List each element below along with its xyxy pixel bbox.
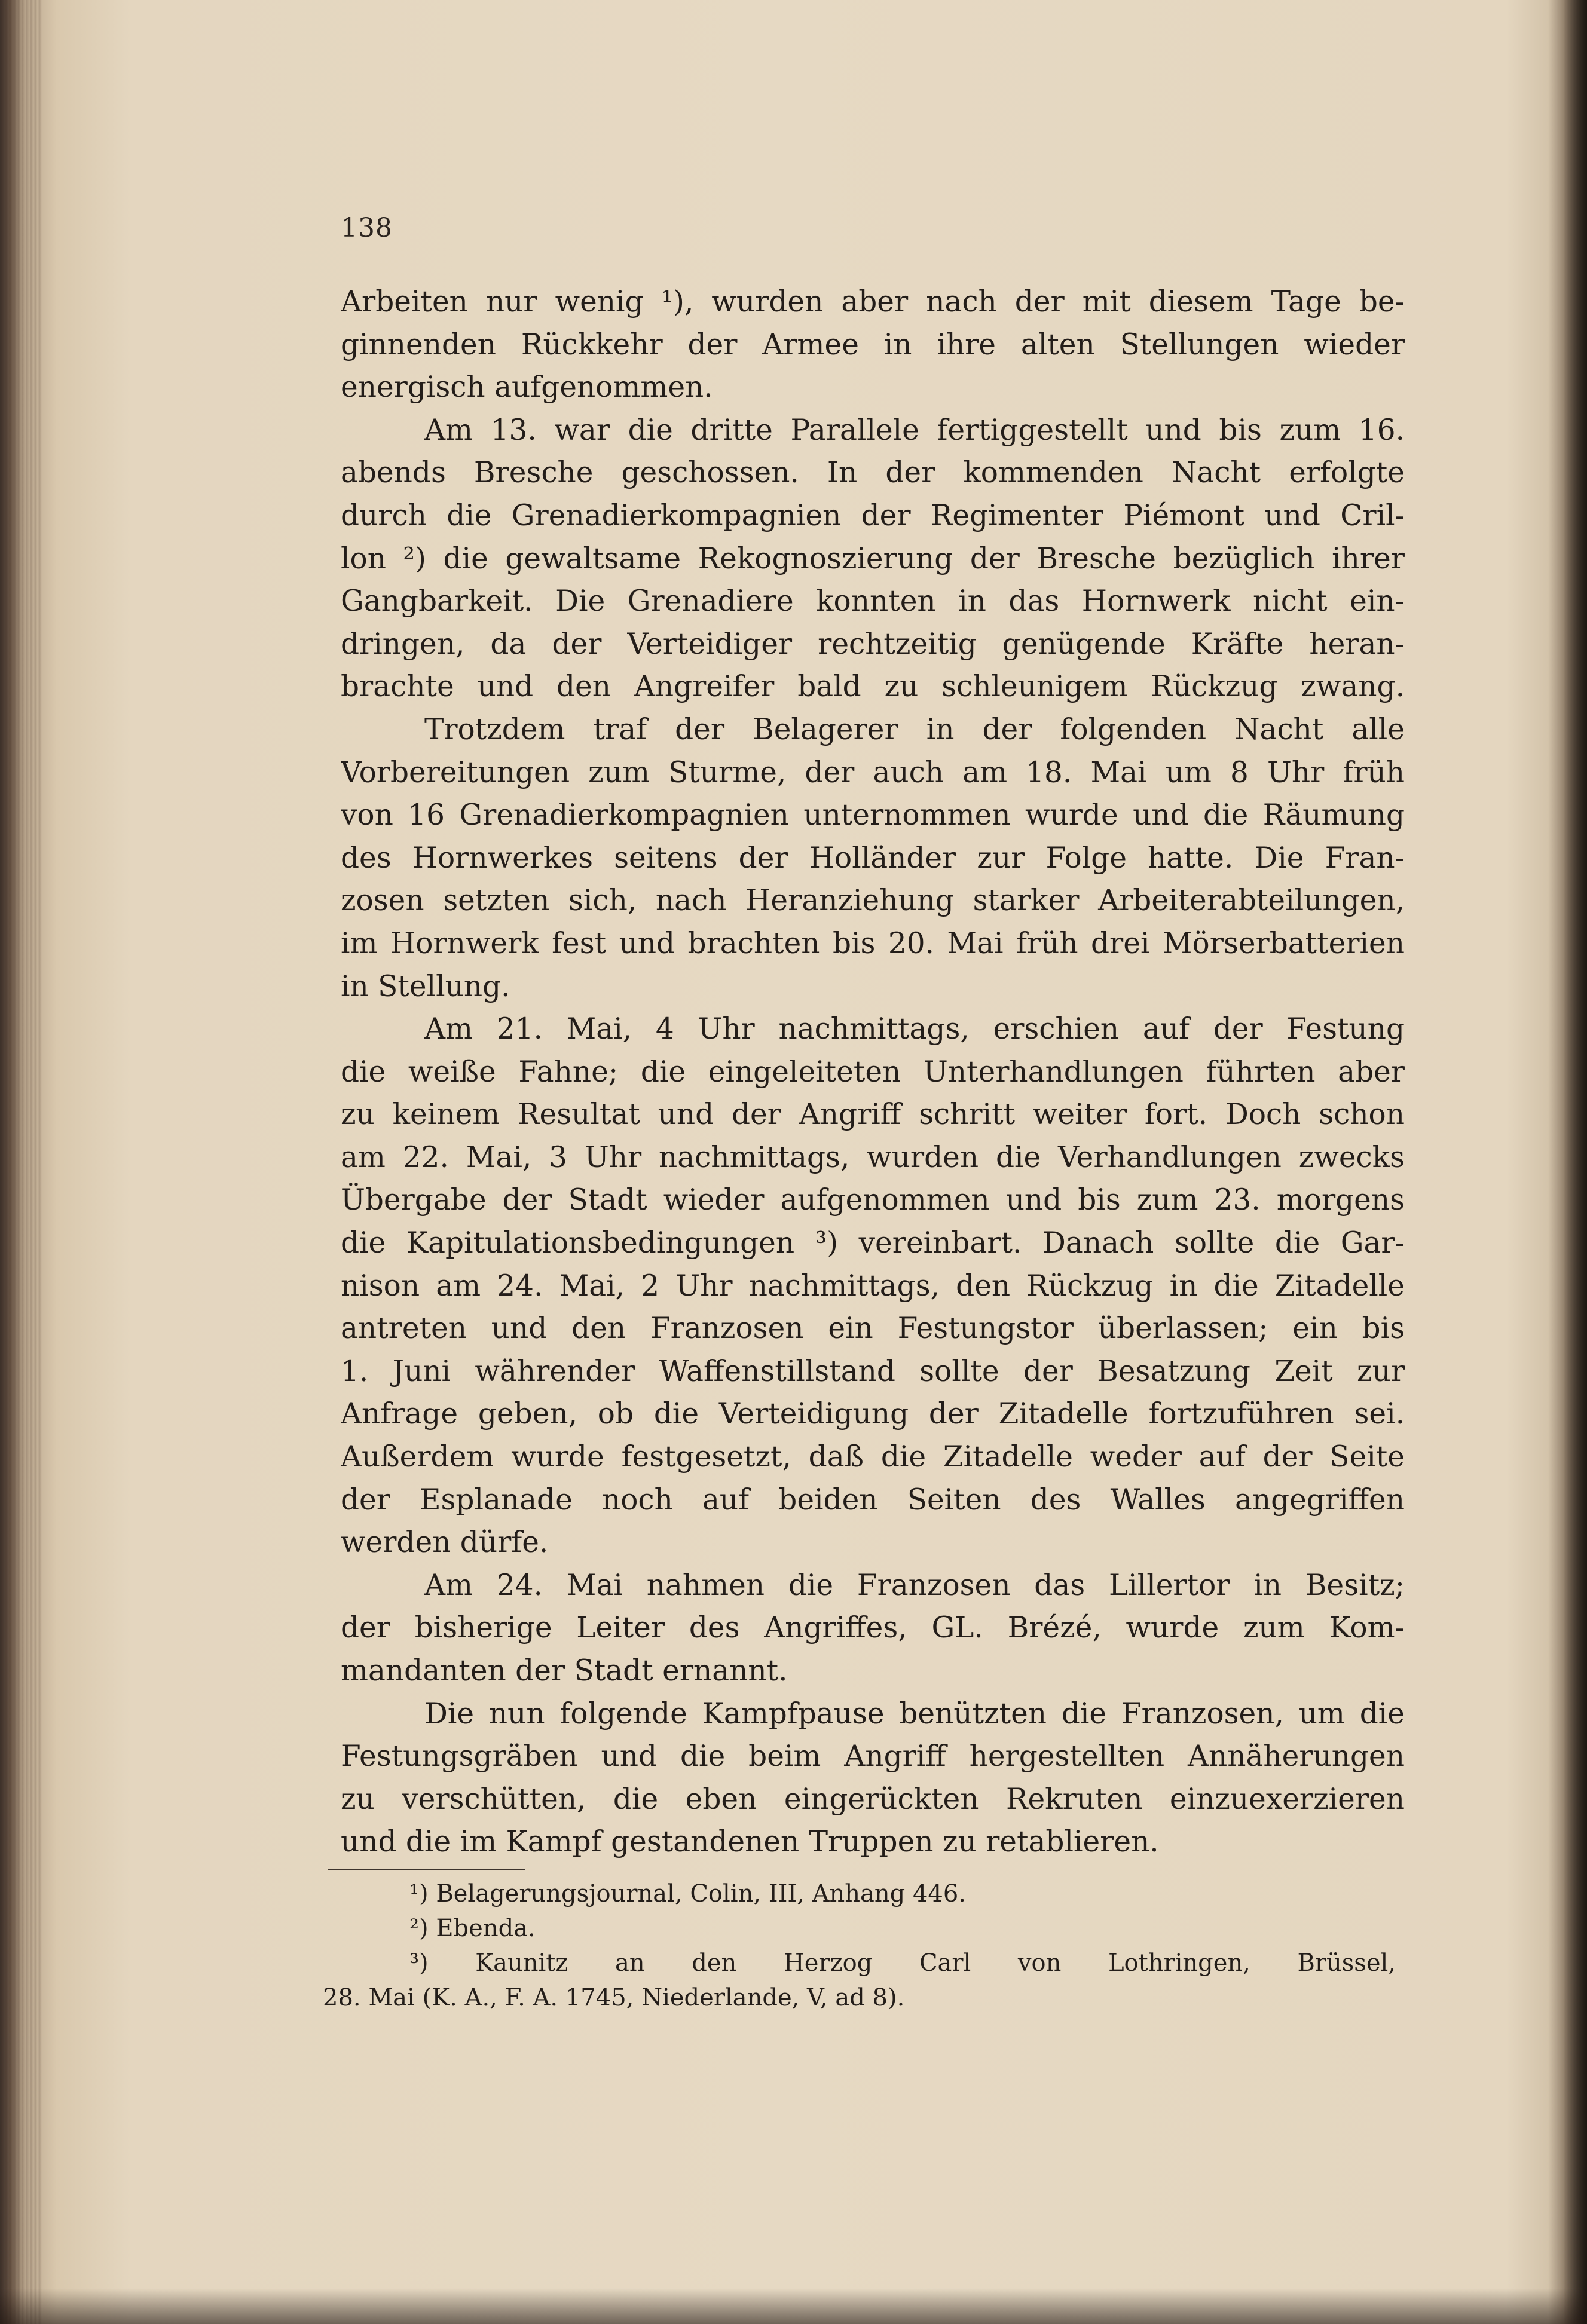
text-line: Am 24. Mai nahmen die Franzosen das Lillertor in Besitz; bbox=[424, 1568, 1405, 1602]
page-right-edge bbox=[1563, 0, 1587, 2324]
text-line: im Hornwerk fest und brachten bis 20. Mai früh drei Mörserbatterien bbox=[341, 926, 1405, 960]
text-line: in Stellung. bbox=[341, 969, 510, 1003]
text-line: ginnenden Rückkehr der Armee in ihre alten Stellungen wieder bbox=[341, 327, 1405, 362]
text-line: des Hornwerkes seitens der Holländer zur Folge hatte. Die Fran- bbox=[341, 841, 1405, 875]
text-line: dringen, da der Verteidiger rechtzeitig genügende Kräfte heran- bbox=[341, 627, 1405, 661]
text-line: zu verschütten, die eben eingerückten Rekruten einzuexerzieren bbox=[341, 1782, 1405, 1816]
text-line: durch die Grenadierkompagnien der Regimenter Piémont und Cril- bbox=[341, 498, 1405, 532]
footnote-divider bbox=[328, 1869, 525, 1870]
text-line: Festungsgräben und die beim Angriff hergestellten Annäherungen bbox=[341, 1740, 1405, 1774]
text-line: am 22. Mai, 3 Uhr nachmittags, wurden die Verhandlungen zwecks bbox=[341, 1140, 1405, 1174]
text-line: der bisherige Leiter des Angriffes, GL. Brézé, wurde zum Kom- bbox=[341, 1611, 1405, 1645]
text-line: Anfrage geben, ob die Verteidigung der Zitadelle fortzuführen sei. bbox=[341, 1397, 1405, 1431]
text-line: Übergabe der Stadt wieder aufgenommen und bis zum 23. morgens bbox=[341, 1183, 1405, 1217]
text-line: Am 21. Mai, 4 Uhr nachmittags, erschien auf der Festung bbox=[424, 1012, 1405, 1046]
text-line: Gangbarkeit. Die Grenadiere konnten in das Hornwerk nicht ein- bbox=[341, 584, 1405, 618]
footnote-line: ¹) Belagerungsjournal, Colin, III, Anhang 446. bbox=[409, 1880, 967, 1907]
text-line: von 16 Grenadierkompagnien unternommen wurde und die Räumung bbox=[341, 798, 1405, 832]
text-line: energisch aufgenommen. bbox=[341, 371, 713, 405]
text-line: die Kapitulationsbedingungen ³) vereinbart. Danach sollte die Gar- bbox=[341, 1226, 1405, 1260]
text-line: zosen setzten sich, nach Heranziehung starker Arbeiterabteilungen, bbox=[341, 884, 1405, 918]
footnote-line: 28. Mai (K. A., F. A. 1745, Niederlande, V, ad 8). bbox=[323, 1984, 905, 2011]
text-line: Arbeiten nur wenig ¹), wurden aber nach der mit diesem Tage be- bbox=[341, 285, 1405, 319]
text-line: antreten und den Franzosen ein Festungstor überlassen; ein bis bbox=[341, 1312, 1405, 1346]
text-line: die weiße Fahne; die eingeleiteten Unterhandlungen führten aber bbox=[341, 1055, 1405, 1089]
text-line: 1. Juni währender Waffenstillstand sollte der Besatzung Zeit zur bbox=[341, 1354, 1405, 1388]
text-line: brachte und den Angreifer bald zu schleunigem Rückzug zwang. bbox=[341, 670, 1405, 704]
text-line: lon ²) die gewaltsame Rekognoszierung der Bresche bezüglich ihrer bbox=[341, 541, 1405, 575]
footnote-line: ²) Ebenda. bbox=[409, 1915, 536, 1942]
text-line: mandanten der Stadt ernannt. bbox=[341, 1654, 788, 1688]
binding-shadow bbox=[0, 0, 42, 2324]
page-bottom-edge bbox=[0, 2288, 1587, 2324]
page-number: 138 bbox=[341, 213, 393, 243]
text-line: werden dürfe. bbox=[341, 1526, 549, 1560]
text-line: Außerdem wurde festgesetzt, daß die Zitadelle weder auf der Seite bbox=[341, 1440, 1405, 1474]
text-line: nison am 24. Mai, 2 Uhr nachmittags, den Rückzug in die Zitadelle bbox=[341, 1269, 1405, 1303]
text-line: abends Bresche geschossen. In der kommenden Nacht erfolgte bbox=[341, 456, 1405, 490]
text-line: der Esplanade noch auf beiden Seiten des Walles angegriffen bbox=[341, 1483, 1405, 1517]
text-line: Die nun folgende Kampfpause benützten die Franzosen, um die bbox=[424, 1697, 1405, 1731]
body-text bbox=[341, 281, 1405, 1864]
text-line: Trotzdem traf der Belagerer in der folgenden Nacht alle bbox=[424, 712, 1405, 746]
text-line: und die im Kampf gestandenen Truppen zu retablieren. bbox=[341, 1825, 1159, 1859]
footnotes bbox=[323, 1876, 1396, 2015]
text-line: Am 13. war die dritte Parallele fertiggestellt und bis zum 16. bbox=[424, 413, 1405, 447]
text-line: zu keinem Resultat und der Angriff schritt weiter fort. Doch schon bbox=[341, 1098, 1405, 1132]
text-line: Vorbereitungen zum Sturme, der auch am 18. Mai um 8 Uhr früh bbox=[341, 755, 1405, 789]
footnote-line: ³) Kaunitz an den Herzog Carl von Lothringen, Brüssel, bbox=[409, 1949, 1396, 1977]
